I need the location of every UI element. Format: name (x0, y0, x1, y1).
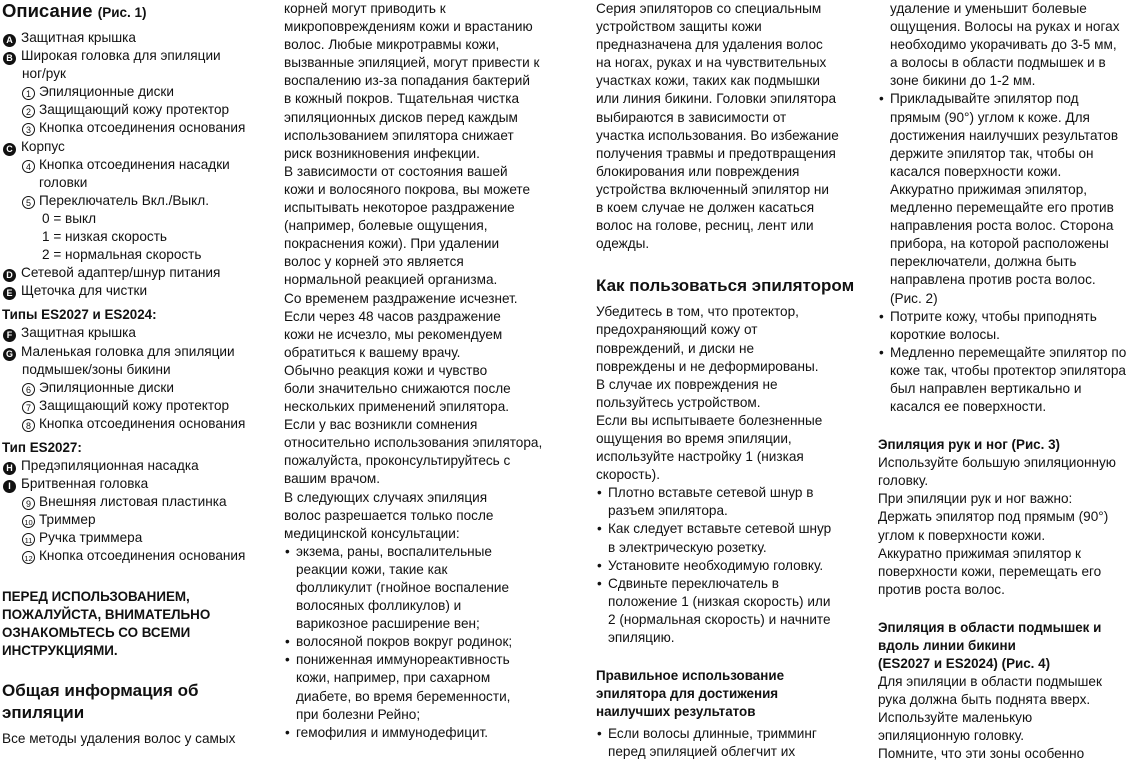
column-4 (878, 0, 1134, 763)
part-2: 2 Защищающий кожу протектор (2, 101, 274, 119)
paragraph-line: испытывать некоторое раздражение (284, 200, 515, 216)
continued-text (878, 0, 1134, 90)
column-3 (596, 0, 864, 761)
bullet-item-cont: коже так, чтобы протектор эпилятора (890, 362, 1126, 378)
bullet-item: • Медленно перемещайте эпилятор по (878, 344, 1134, 362)
bullet-item: • Прикладывайте эпилятор под (878, 90, 1134, 108)
paragraph-line: Аккуратно прижимая эпилятор к (878, 545, 1081, 561)
badge-d: D (3, 269, 16, 282)
part-c: C Корпус (2, 138, 274, 156)
bullet-item: • экзема, раны, воспалительные (284, 543, 564, 561)
badge-c: C (3, 143, 16, 156)
bullet-item-cont: направлена против роста волос. (890, 272, 1096, 288)
bullet-item-cont: реакции кожи, такие как (296, 561, 448, 577)
bullet-item: • волосяной покров вокруг родинок; (284, 633, 564, 651)
paragraph-line: обратиться к вашему врачу. (284, 344, 461, 360)
bullet-item-cont: положение 1 (низкая скорость) или (608, 593, 831, 609)
part-d: D Сетевой адаптер/шнур питания (2, 264, 274, 282)
paragraph-line: одежды. (596, 236, 650, 252)
bullet-item: • Если волосы длинные, тримминг (596, 725, 864, 743)
badge-a: A (3, 34, 16, 47)
warning-block: ПЕРЕД ИСПОЛЬЗОВАНИЕМ, ПОЖАЛУЙСТА, ВНИМАТЕЛЬНО ОЗНАКОМЬТЕСЬ СО ВСЕМИ ИНСТРУКЦИЯМИ. (2, 588, 211, 658)
num-1: 1 (22, 87, 35, 100)
paragraph-line: используйте настройку 1 (низкая (596, 449, 804, 465)
description-heading: Описание (Рис. 1) (2, 0, 147, 21)
bullet-item-cont: необходимо укорачивать до 3-5 мм, (890, 37, 1117, 53)
bullet-item-cont: кожи, например, при сахарном (296, 670, 491, 686)
how-to-use-bullets (596, 484, 864, 647)
paragraph-line: предохраняющий кожу от (596, 322, 758, 338)
part-1: 1 Эпиляционные диски (2, 83, 274, 101)
part-3: 3 Кнопка отсоединения основания (2, 119, 274, 137)
proper-use-heading (596, 667, 864, 721)
bullet-item: • Плотно вставьте сетевой шнур в (596, 484, 864, 502)
paragraph-line: При эпиляции рук и ног важно: (878, 491, 1073, 507)
part-8: 8 Кнопка отсоединения основания (2, 415, 274, 433)
bullet-item-cont: удаление и уменьшит болевые (890, 1, 1087, 16)
paragraph-line: или линия бикини. Головки эпилятора (596, 91, 837, 107)
paragraph-line: воспалению из-за попадания бактерий (284, 73, 530, 89)
paragraph-line: нескольких применений эпилятора. (284, 399, 510, 415)
paragraph-line: Держать эпилятор под прямым (90°) (878, 509, 1109, 525)
bullet-item-cont: переключатели, должна быть (890, 254, 1077, 270)
paragraph-line: эпиляционных дисков перед каждым (284, 109, 518, 125)
bullet-item-cont: фолликулит (гнойное воспаление (296, 580, 510, 595)
paragraph-line: повреждений, и диски не (596, 340, 755, 356)
num-3: 3 (22, 123, 35, 136)
paragraph-line: против роста волос. (878, 581, 1005, 597)
paragraph-line: Используйте большую эпиляционную (878, 455, 1116, 471)
bullet-item: • пониженная иммунореактивность (284, 651, 564, 669)
badge-b: B (3, 52, 16, 65)
general-heading: Общая информация об (2, 680, 199, 700)
paragraph-line: Если через 48 часов раздражение (284, 308, 501, 324)
part-i: I Бритвенная головка (2, 475, 274, 493)
bullet-item-cont: 2 (нормальная скорость) и начните (608, 611, 831, 627)
paragraph-line: Если у вас возникли сомнения (284, 417, 478, 433)
paragraph-line: волос у корней это является (284, 254, 464, 270)
switch-1: 1 = низкая скорость (42, 229, 168, 245)
paragraph-line: риск возникновения инфекции. (284, 145, 480, 161)
paragraph-line: медицинской консультации: (284, 525, 460, 541)
paragraph-line: вашим врачом. (284, 471, 381, 487)
paragraph-line: Убедитесь в том, что протектор, (596, 304, 799, 320)
badge-g: G (3, 348, 16, 361)
column-1 (2, 0, 274, 748)
bullet-item-cont: в электрическую розетку. (608, 539, 767, 555)
part-4-cont: головки (39, 174, 88, 190)
part-h: H Предэпиляционная насадка (2, 457, 274, 475)
part-g-cont: подмышек/зоны бикини (22, 361, 171, 377)
bullet-item: • Как следует вставьте сетевой шнур (596, 520, 864, 538)
paragraph-line: волос на голове, ресниц, лент или (596, 218, 814, 234)
part-g: G Маленькая головка для эпиляции (2, 343, 274, 361)
paragraph-line: получения травмы и предотвращения (596, 145, 836, 161)
arms-legs-heading: Эпиляция рук и ног (Рис. 3) (878, 437, 1060, 453)
part-b-cont: ног/рук (22, 66, 66, 82)
paragraph-line: нормальной реакцией организма. (284, 272, 498, 288)
num-8: 8 (22, 419, 35, 432)
bullet-item: • Установите необходимую головку. (596, 557, 864, 575)
paragraph-line: корней могут приводить к (284, 1, 446, 16)
how-to-use-text (596, 303, 864, 484)
part-f: F Защитная крышка (2, 324, 274, 342)
heading-line: Эпиляция в области подмышек и (878, 619, 1102, 635)
bullet-item-cont: перед эпиляцией облегчит их (608, 744, 796, 760)
underarm-heading (878, 619, 1134, 673)
paragraph-line: покраснения кожи). При удалении (284, 236, 500, 252)
heading-line: вдоль линии бикини (878, 637, 1016, 653)
part-a: A Защитная крышка (2, 29, 274, 47)
part-6: 6 Эпиляционные диски (2, 379, 274, 397)
column-2-bullets (284, 543, 564, 742)
underarm-text (878, 673, 1134, 763)
paragraph-line: волос разрешается только после (284, 507, 494, 523)
paragraph-line: эпиляционную головку. (878, 728, 1025, 744)
num-2: 2 (22, 105, 35, 118)
num-9: 9 (22, 497, 35, 510)
bullet-item: • Потрите кожу, чтобы приподнять (878, 308, 1134, 326)
paragraph-line: устройством защиты кожи (596, 19, 762, 35)
paragraph-line: поверхности кожи, перемещать его (878, 563, 1102, 579)
paragraph-line: выбираются в зависимости от (596, 109, 787, 125)
tips-bullets (878, 90, 1134, 416)
bullet-item-cont: был направлен вертикально и (890, 380, 1082, 396)
bullet-item: • Сдвиньте переключатель в (596, 575, 864, 593)
heading-line: эпилятора для достижения (596, 686, 779, 702)
bullet-item-cont: ощущения. Волосы на руках и ногах (890, 19, 1120, 35)
types-heading: Типы ES2027 и ES2024: (2, 307, 157, 323)
part-b: B Широкая головка для эпиляции (2, 47, 274, 65)
proper-use-bullets (596, 725, 864, 761)
bullet-item-cont: зоне бикини до 1-2 мм. (890, 73, 1036, 89)
paragraph-line: микроповреждениям кожи и врастанию (284, 19, 533, 35)
num-6: 6 (22, 383, 35, 396)
bullet-item: • гемофилия и иммунодефицит. (284, 724, 564, 742)
how-to-use-heading: Как пользоваться эпилятором (596, 276, 855, 296)
general-text: Все методы удаления волос у самых (2, 730, 236, 746)
bullet-item-cont: варикозное расширение вен; (296, 616, 480, 632)
general-heading-cont: эпиляции (2, 702, 85, 722)
badge-i: I (3, 480, 16, 493)
num-4: 4 (22, 160, 35, 173)
num-5: 5 (22, 196, 35, 209)
bullet-item-cont: волосяных фолликулов) и (296, 598, 462, 614)
paragraph-line: кожи и волосяного покрова, вы можете (284, 181, 531, 197)
paragraph-line: в коем случае не должен касаться (596, 200, 815, 216)
heading-line: Правильное использование (596, 668, 785, 684)
paragraph-line: (например, болевые ощущения, (284, 218, 488, 234)
heading-line: наилучших результатов (596, 704, 756, 720)
paragraph-line: устройства включенный эпилятор ни (596, 181, 830, 197)
paragraph-line: Помните, что эти зоны особенно (878, 746, 1085, 762)
paragraph-line: пользуйтесь устройством. (596, 394, 761, 410)
bullet-item-cont: разъем эпилятора. (608, 503, 728, 519)
paragraph-line: относительно использования эпилятора, (284, 435, 543, 451)
paragraph-line: пожалуйста, проконсультируйтесь с (284, 453, 511, 469)
part-e: E Щеточка для чистки (2, 282, 274, 300)
bullet-item-cont: а волосы в области подмышек и в (890, 55, 1106, 71)
paragraph-line: использованием эпилятора снижает (284, 127, 514, 143)
paragraph-line: В зависимости от состояния вашей (284, 163, 508, 179)
paragraph-line: предназначена для удаления волос (596, 37, 823, 53)
paragraph-line: углом к поверхности кожи. (878, 527, 1046, 543)
paragraph-line: ощущения во время эпиляции, (596, 430, 792, 446)
num-12: 12 (22, 551, 35, 564)
paragraph-line: участках кожи, таких как подмышки (596, 73, 820, 89)
bullet-item-cont: касался ее поверхности. (890, 399, 1047, 415)
part-11: 11 Ручка триммера (2, 529, 274, 547)
paragraph-line: волос. Любые микротравмы кожи, (284, 37, 500, 53)
paragraph-line: повреждены и не деформированы. (596, 358, 819, 374)
switch-2: 2 = нормальная скорость (42, 247, 202, 263)
paragraph-line: скорость). (596, 467, 660, 483)
heading-line: (ES2027 и ES2024) (Рис. 4) (878, 655, 1051, 671)
paragraph-line: боли значительно снижаются после (284, 380, 511, 396)
bullet-item-cont: короткие волосы. (890, 326, 1000, 342)
bullet-item-cont: касался поверхности кожи. (890, 163, 1062, 179)
part-7: 7 Защищающий кожу протектор (2, 397, 274, 415)
badge-h: H (3, 462, 16, 475)
column-2-paragraphs (284, 0, 564, 543)
bullet-item-cont: медленно перемещайте его против (890, 200, 1114, 216)
paragraph-line: Серия эпиляторов со специальным (596, 1, 822, 16)
bullet-item-cont: эпиляцию. (608, 630, 675, 645)
paragraph-line: В следующих случаях эпиляция (284, 489, 488, 505)
paragraph-line: Со временем раздражение исчезнет. (284, 290, 518, 306)
bullet-item-cont: достижения наилучших результатов (890, 127, 1119, 143)
paragraph-line: на ногах, руках и на чувствительных (596, 55, 827, 71)
bullet-item-cont: при болезни Рейно; (296, 706, 421, 722)
paragraph-line: В случае их повреждения не (596, 376, 778, 392)
num-11: 11 (22, 533, 35, 546)
paragraph-line: участка использования. Во избежание (596, 127, 839, 143)
paragraph-line: Если вы испытываете болезненные (596, 412, 823, 428)
bullet-item-cont: держите эпилятор так, чтобы он (890, 145, 1094, 161)
num-7: 7 (22, 401, 35, 414)
part-4: 4 Кнопка отсоединения насадки (2, 156, 274, 174)
switch-0: 0 = выкл (42, 210, 97, 226)
badge-e: E (3, 287, 16, 300)
paragraph-line: Обычно реакция кожи и чувство (284, 362, 488, 378)
paragraph-line: Используйте маленькую (878, 710, 1033, 726)
paragraph-line: блокирования или повреждения (596, 163, 800, 179)
paragraph-line: головку. (878, 473, 929, 489)
part-5: 5 Переключатель Вкл./Выкл. (2, 192, 274, 210)
bullet-item-cont: прибора, на которой расположены (890, 236, 1109, 252)
bullet-item-cont: (Рис. 2) (890, 290, 938, 306)
bullet-item-cont: диабете, во время беременности, (296, 688, 511, 704)
arms-legs-text (878, 454, 1134, 599)
intro-paragraph (596, 0, 864, 253)
part-9: 9 Внешняя листовая пластинка (2, 493, 274, 511)
paragraph-line: в кожный покров. Тщательная чистка (284, 91, 520, 107)
bullet-item-cont: прямым (90°) углом к коже. Для (890, 109, 1090, 125)
bullet-item-cont: направления роста волос. Сторона (890, 218, 1114, 234)
badge-f: F (3, 329, 16, 342)
paragraph-line: кожи не исчезло, мы рекомендуем (284, 326, 503, 342)
num-10: 10 (22, 515, 35, 528)
part-12: 12 Кнопка отсоединения основания (2, 547, 274, 565)
paragraph-line: Для эпиляции в области подмышек (878, 673, 1102, 689)
column-2 (284, 0, 564, 742)
part-10: 10 Триммер (2, 511, 274, 529)
paragraph-line: рука должна быть поднята вверх. (878, 692, 1091, 707)
type-heading: Тип ES2027: (2, 439, 82, 455)
paragraph-line: вызванные эпиляцией, могут привести к (284, 55, 540, 71)
bullet-item-cont: Аккуратно прижимая эпилятор, (890, 181, 1088, 197)
